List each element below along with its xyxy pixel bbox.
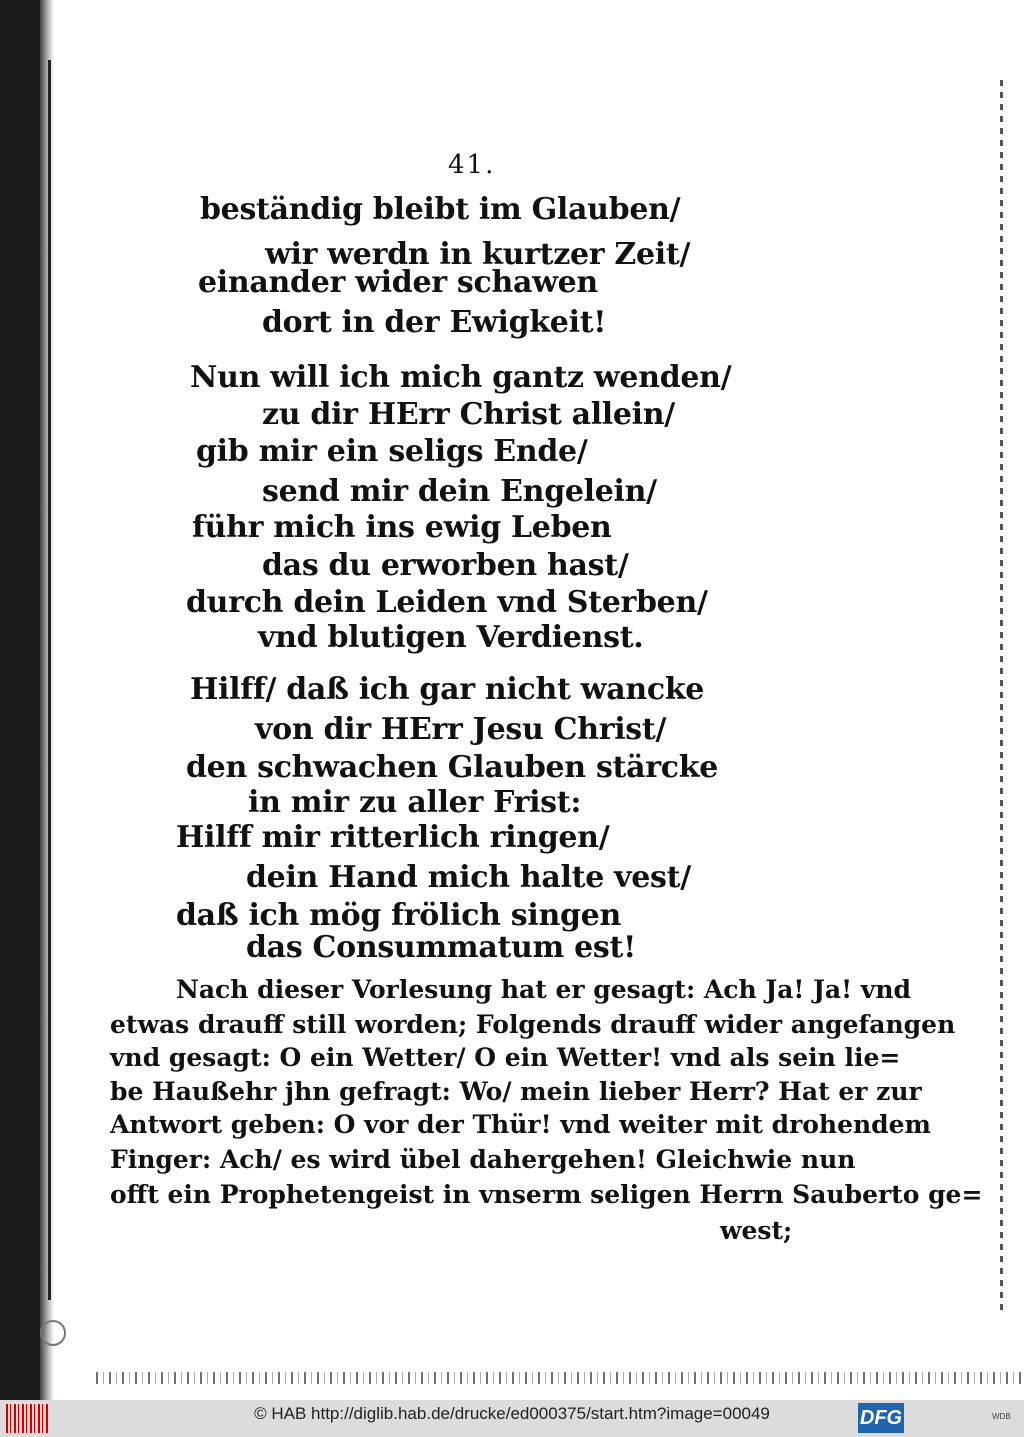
verse-line: den schwachen Glauben stärcke	[186, 750, 718, 785]
prose-line: Nach dieser Vorlesung hat er gesagt: Ach Ja! Ja! vnd	[176, 975, 911, 1004]
verse-line: Hilff mir ritterlich ringen/	[176, 820, 610, 855]
verse-line: send mir dein Engelein/	[262, 474, 657, 509]
verse-line: in mir zu aller Frist:	[248, 785, 582, 820]
verse-line: durch dein Leiden vnd Sterben/	[186, 585, 708, 620]
verse-line: dein Hand mich halte vest/	[246, 860, 691, 895]
prose-line: west;	[720, 1216, 793, 1245]
verse-line: daß ich mög frölich singen	[176, 898, 621, 933]
verse-line: von dir HErr Jesu Christ/	[255, 712, 667, 747]
verse-line: Nun will ich mich gantz wenden/	[190, 360, 732, 395]
page-edge-right	[1000, 80, 1003, 1310]
prose-line: Finger: Ach/ es wird übel dahergehen! Gleichwie nun	[110, 1145, 856, 1174]
verse-line: das Consummatum est!	[246, 930, 636, 965]
verse-line: Hilff/ daß ich gar nicht wancke	[190, 672, 705, 707]
verse-line: zu dir HErr Christ allein/	[262, 397, 675, 432]
prose-line: offt ein Prophetengeist in vnserm seligen Herrn Sauberto ge=	[110, 1180, 983, 1209]
binding-line	[48, 60, 51, 1300]
page-number: 41.	[448, 150, 496, 180]
verse-line: einander wider schawen	[198, 265, 598, 300]
verse-line: wir werdn in kurtzer Zeit/	[265, 237, 691, 272]
verse-line: beständig bleibt im Glauben/	[200, 192, 681, 227]
copyright-url[interactable]: © HAB http://diglib.hab.de/drucke/ed000375/start.htm?image=00049	[254, 1404, 770, 1423]
verse-line: das du erworben hast/	[262, 548, 629, 583]
margin-ring-mark	[40, 1320, 66, 1346]
prose-line: vnd gesagt: O ein Wetter/ O ein Wetter! vnd als sein lie=	[110, 1043, 901, 1072]
verse-line: dort in der Ewigkeit!	[262, 305, 607, 340]
binding-shadow	[40, 0, 54, 1400]
prose-line: Antwort geben: O vor der Thür! vnd weiter mit drohendem	[110, 1110, 932, 1139]
verse-line: vnd blutigen Verdienst.	[258, 620, 644, 655]
verse-line: gib mir ein seligs Ende/	[196, 434, 588, 469]
prose-line: be Haußehr jhn gefragt: Wo/ mein lieber Herr? Hat er zur	[110, 1077, 922, 1106]
dfg-logo: DFG	[858, 1403, 904, 1433]
book-binding	[0, 0, 40, 1400]
verse-line: führ mich ins ewig Leben	[192, 510, 612, 545]
page-edge-bottom	[96, 1372, 1024, 1384]
prose-line: etwas drauff still worden; Folgends drauff wider angefangen	[110, 1010, 956, 1039]
wdb-mark: WDB	[992, 1412, 1011, 1421]
